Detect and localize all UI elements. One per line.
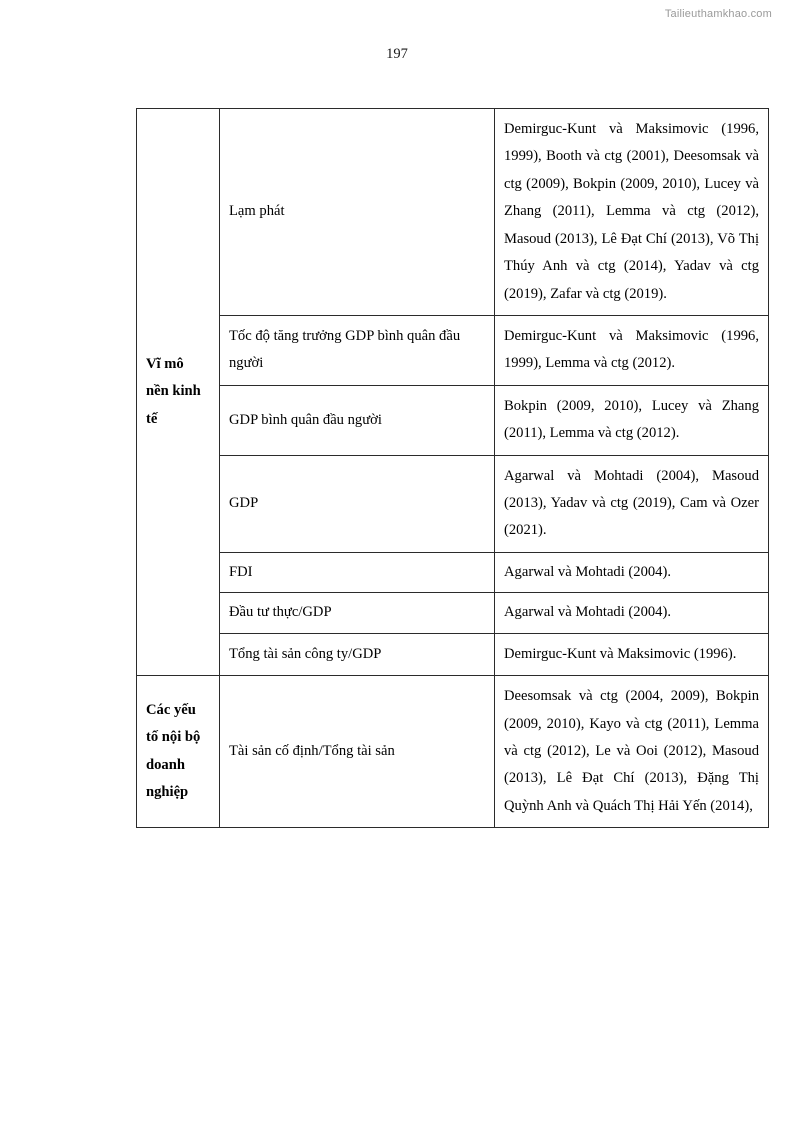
references-cell: Demirguc-Kunt và Maksimovic (1996, 1999), Booth và ctg (2001), Deesomsak và ctg (2009), Bokpin (2009, 2010), Lucey và Zhang (2011), Lemma và ctg (2012), Masoud (2013), Lê Đạt Chí (2013), Võ Thị Thúy Anh và ctg (2014), Yadav và ctg (2019), Zafar và ctg (2019). [495,109,769,316]
factor-cell: GDP [220,455,495,552]
group-cell-macro: Vĩ mô nền kinh tế [137,109,220,676]
references-cell: Demirguc-Kunt và Maksimovic (1996, 1999), Lemma và ctg (2012). [495,315,769,385]
table-row [137,676,769,828]
table-row [137,315,769,385]
table-row [137,109,769,316]
references-table-wrapper [136,108,759,828]
factor-cell: Đầu tư thực/GDP [220,593,495,633]
watermark-text: Tailieuthamkhao.com [664,8,772,20]
references-cell: Agarwal và Mohtadi (2004), Masoud (2013), Yadav và ctg (2019), Cam và Ozer (2021). [495,455,769,552]
table-row [137,455,769,552]
group-cell-firm: Các yếu tố nội bộ doanh nghiệp [137,676,220,828]
references-cell: Demirguc-Kunt và Maksimovic (1996). [495,633,769,675]
table-row [137,385,769,455]
factor-cell: FDI [220,552,495,592]
factor-cell: Tài sản cố định/Tổng tài sản [220,676,495,828]
references-cell: Agarwal và Mohtadi (2004). [495,593,769,633]
factor-cell: Lạm phát [220,109,495,316]
table-row [137,633,769,675]
table-row [137,593,769,633]
page-number: 197 [386,46,408,62]
references-cell: Bokpin (2009, 2010), Lucey và Zhang (2011), Lemma và ctg (2012). [495,385,769,455]
references-cell: Deesomsak và ctg (2004, 2009), Bokpin (2009, 2010), Kayo và ctg (2011), Lemma và ctg (2012), Le và Ooi (2012), Masoud (2013), Lê Đạt Chí (2013), Đặng Thị Quỳnh Anh và Quách Thị Hải Yến (2014), [495,676,769,828]
references-table [136,108,769,828]
factor-cell: Tổng tài sản công ty/GDP [220,633,495,675]
table-row [137,552,769,592]
references-cell: Agarwal và Mohtadi (2004). [495,552,769,592]
factor-cell: Tốc độ tăng trưởng GDP bình quân đầu người [220,315,495,385]
factor-cell: GDP bình quân đầu người [220,385,495,455]
